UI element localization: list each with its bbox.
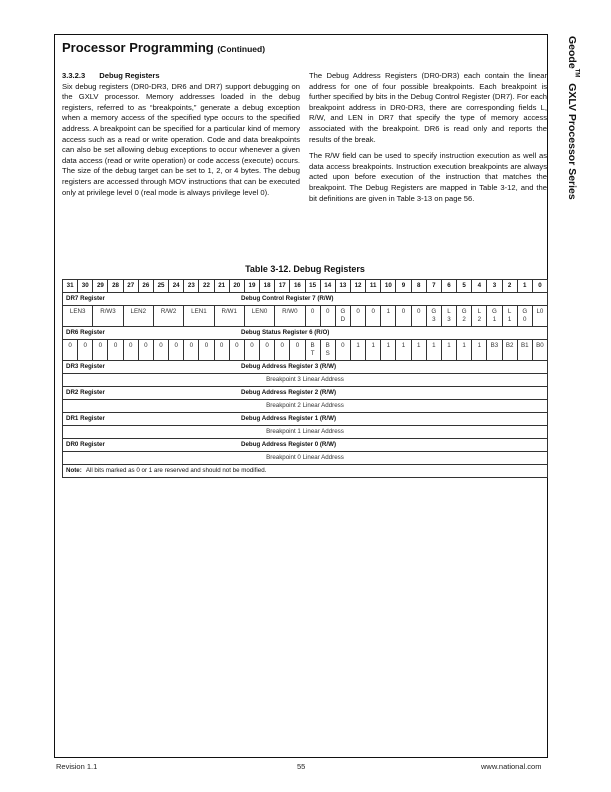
debug-registers-table [62, 279, 548, 478]
bit-field: 0 [108, 340, 123, 361]
bit-number-header: 19 [244, 280, 259, 293]
register-title: Debug Address Register 3 (R/W) [241, 363, 337, 370]
register-label-cell [63, 361, 548, 374]
bit-field: L 2 [472, 306, 487, 327]
note-label: Note: [66, 467, 82, 474]
address-register-label-row [63, 413, 548, 426]
linear-address-cell: Breakpoint 1 Linear Address [63, 426, 548, 439]
footer-page-number: 55 [297, 762, 306, 771]
bit-field: 1 [350, 340, 365, 361]
bit-field: L 1 [502, 306, 517, 327]
bit-field: 0 [320, 306, 335, 327]
register-label-cell [63, 327, 548, 340]
bit-field: 1 [366, 340, 381, 361]
bit-number-header: 3 [487, 280, 502, 293]
linear-address-cell: Breakpoint 3 Linear Address [63, 374, 548, 387]
register-name: DR0 Register [66, 441, 105, 448]
register-title: Debug Address Register 2 (R/W) [241, 389, 337, 396]
bit-field: 1 [457, 340, 472, 361]
bit-number-header: 0 [532, 280, 547, 293]
bit-field: 0 [396, 306, 411, 327]
bit-field: 0 [290, 340, 305, 361]
bit-number-header: 15 [305, 280, 320, 293]
bit-field: 0 [153, 340, 168, 361]
bit-number-header: 12 [350, 280, 365, 293]
bit-field: G 0 [517, 306, 532, 327]
bit-field: LEN2 [123, 306, 153, 327]
bit-number-header: 27 [123, 280, 138, 293]
paragraph: Six debug registers (DR0-DR3, DR6 and DR7) support debugging on the GXLV processor. Memory addresses loaded in the debug registers, referred to as “breakpoints,” generate a debug exception when a memory access of the specified type occurs to the specified address. A breakpoint can be specified for a particular kind of memory access such as a read or write operation. Code and data breakpoints can also be set allowing debug exceptions to occur whenever a given data access (read or write operation) or code access (execute) occurs. The size of the debug target can be set to 1, 2, or 4 bytes. The debug registers are accessed through MOV instructions that can be executed only at privilege level 0 (real mode is always privilege level 0). [62, 81, 300, 197]
bit-field: L0 [532, 306, 547, 327]
register-label-cell [63, 387, 548, 400]
note-cell [63, 465, 548, 478]
register-name: DR3 Register [66, 363, 105, 370]
bit-field: 0 [78, 340, 93, 361]
bit-field: R/W3 [93, 306, 123, 327]
register-label-cell [63, 413, 548, 426]
bit-field: 0 [169, 340, 184, 361]
note-text: All bits marked as 0 or 1 are reserved and should not be modified. [85, 467, 267, 474]
dr7-bits-row [63, 306, 548, 327]
bit-field: 0 [229, 340, 244, 361]
bit-number-header: 25 [153, 280, 168, 293]
footer-revision: Revision 1.1 [56, 762, 98, 771]
footer-url: www.national.com [481, 762, 542, 771]
bit-number-header: 28 [108, 280, 123, 293]
bit-number-header: 5 [457, 280, 472, 293]
bit-number-header: 14 [320, 280, 335, 293]
bit-field: R/W1 [214, 306, 244, 327]
bit-field: 0 [305, 306, 320, 327]
bit-field: G D [335, 306, 350, 327]
address-register-label-row [63, 361, 548, 374]
bit-field: 1 [381, 306, 396, 327]
bit-field: 0 [244, 340, 259, 361]
bit-number-header: 21 [214, 280, 229, 293]
bit-number-header: 9 [396, 280, 411, 293]
linear-address-cell: Breakpoint 0 Linear Address [63, 452, 548, 465]
bit-field: 0 [411, 306, 426, 327]
page-title: Processor Programming (Continued) [62, 40, 266, 55]
bit-field: 1 [411, 340, 426, 361]
bit-field: 0 [138, 340, 153, 361]
dr6-bits-row [63, 340, 548, 361]
bit-number-header: 11 [366, 280, 381, 293]
bit-field: B0 [532, 340, 547, 361]
bit-number-header: 8 [411, 280, 426, 293]
bit-field: 0 [335, 340, 350, 361]
bit-field: 1 [441, 340, 456, 361]
bit-number-header: 7 [426, 280, 441, 293]
bit-field: G 2 [457, 306, 472, 327]
bit-number-header: 13 [335, 280, 350, 293]
dr6-label-row [63, 327, 548, 340]
bit-field: LEN0 [244, 306, 274, 327]
bit-number-header: 4 [472, 280, 487, 293]
register-name: DR2 Register [66, 389, 105, 396]
bit-field: 0 [366, 306, 381, 327]
bit-field: 0 [93, 340, 108, 361]
bit-field: B2 [502, 340, 517, 361]
linear-address-cell: Breakpoint 2 Linear Address [63, 400, 548, 413]
bit-field: 0 [123, 340, 138, 361]
bit-field: L 3 [441, 306, 456, 327]
note-row [63, 465, 548, 478]
title-suffix: (Continued) [217, 44, 266, 54]
dr7-label-row [63, 293, 548, 306]
bit-field: LEN1 [184, 306, 214, 327]
register-name: DR1 Register [66, 415, 105, 422]
address-register-content-row [63, 374, 548, 387]
bit-field: G 1 [487, 306, 502, 327]
bit-field: 0 [275, 340, 290, 361]
bit-number-header: 22 [199, 280, 214, 293]
register-title: Debug Address Register 1 (R/W) [241, 415, 337, 422]
bit-field: 1 [396, 340, 411, 361]
bit-field: 0 [184, 340, 199, 361]
bit-number-header: 20 [229, 280, 244, 293]
sidebar-series-title: Geode™ GXLV Processor Series [566, 36, 580, 200]
bit-field: 0 [260, 340, 275, 361]
bit-number-header: 29 [93, 280, 108, 293]
bit-number-header: 18 [260, 280, 275, 293]
bit-number-header: 23 [184, 280, 199, 293]
register-title: Debug Address Register 0 (R/W) [241, 441, 337, 448]
bit-field: LEN3 [63, 306, 93, 327]
bit-number-header: 17 [275, 280, 290, 293]
bit-number-header: 2 [502, 280, 517, 293]
bit-field: 1 [426, 340, 441, 361]
paragraph: The R/W field can be used to specify instruction execution as well as data access breakpoints. Instruction execution breakpoints are always acted upon before execution of the instruction that matches the breakpoint. The Debug Registers are mapped in Table 3-12, and the bit definitions are given in Table 3-13 on page 56. [309, 151, 547, 203]
bit-field: B3 [487, 340, 502, 361]
bit-header-row [63, 280, 548, 293]
bit-field: B S [320, 340, 335, 361]
bit-field: R/W2 [153, 306, 183, 327]
bit-field: R/W0 [275, 306, 305, 327]
bit-field: B1 [517, 340, 532, 361]
address-register-content-row [63, 426, 548, 439]
table-caption: Table 3-12. Debug Registers [245, 264, 365, 274]
address-register-content-row [63, 452, 548, 465]
bit-number-header: 1 [517, 280, 532, 293]
bit-number-header: 30 [78, 280, 93, 293]
bit-field: 0 [199, 340, 214, 361]
bit-number-header: 16 [290, 280, 305, 293]
address-register-label-row [63, 439, 548, 452]
bit-field: 0 [350, 306, 365, 327]
register-name: DR6 Register [66, 329, 105, 336]
bit-field: 0 [214, 340, 229, 361]
bit-number-header: 26 [138, 280, 153, 293]
bit-field: 1 [472, 340, 487, 361]
paragraph: The Debug Address Registers (DR0-DR3) each contain the linear address for one of four possible breakpoints. Each breakpoint is further specified by bits in the Debug Control Register (DR7). For each breakpoint address in DR0-DR3, there are corresponding fields L, R/W, and LEN in DR7 that specify the type of memory access associated with the breakpoint. DR6 is read only and reports the results of the break. [309, 71, 547, 144]
register-title: Debug Control Register 7 (R/W) [241, 295, 334, 302]
bit-number-header: 24 [169, 280, 184, 293]
section-heading: 3.3.2.3 Debug Registers [62, 71, 160, 80]
register-label-cell [63, 293, 548, 306]
register-name: DR7 Register [66, 295, 105, 302]
bit-field: 0 [63, 340, 78, 361]
left-column [62, 71, 300, 204]
bit-number-header: 31 [63, 280, 78, 293]
bit-field: B T [305, 340, 320, 361]
address-register-label-row [63, 387, 548, 400]
bit-field: 1 [381, 340, 396, 361]
bit-number-header: 10 [381, 280, 396, 293]
address-register-content-row [63, 400, 548, 413]
bit-field: G 3 [426, 306, 441, 327]
right-column [309, 71, 547, 210]
register-label-cell [63, 439, 548, 452]
bit-number-header: 6 [441, 280, 456, 293]
register-title: Debug Status Register 6 (R/O) [241, 329, 330, 336]
